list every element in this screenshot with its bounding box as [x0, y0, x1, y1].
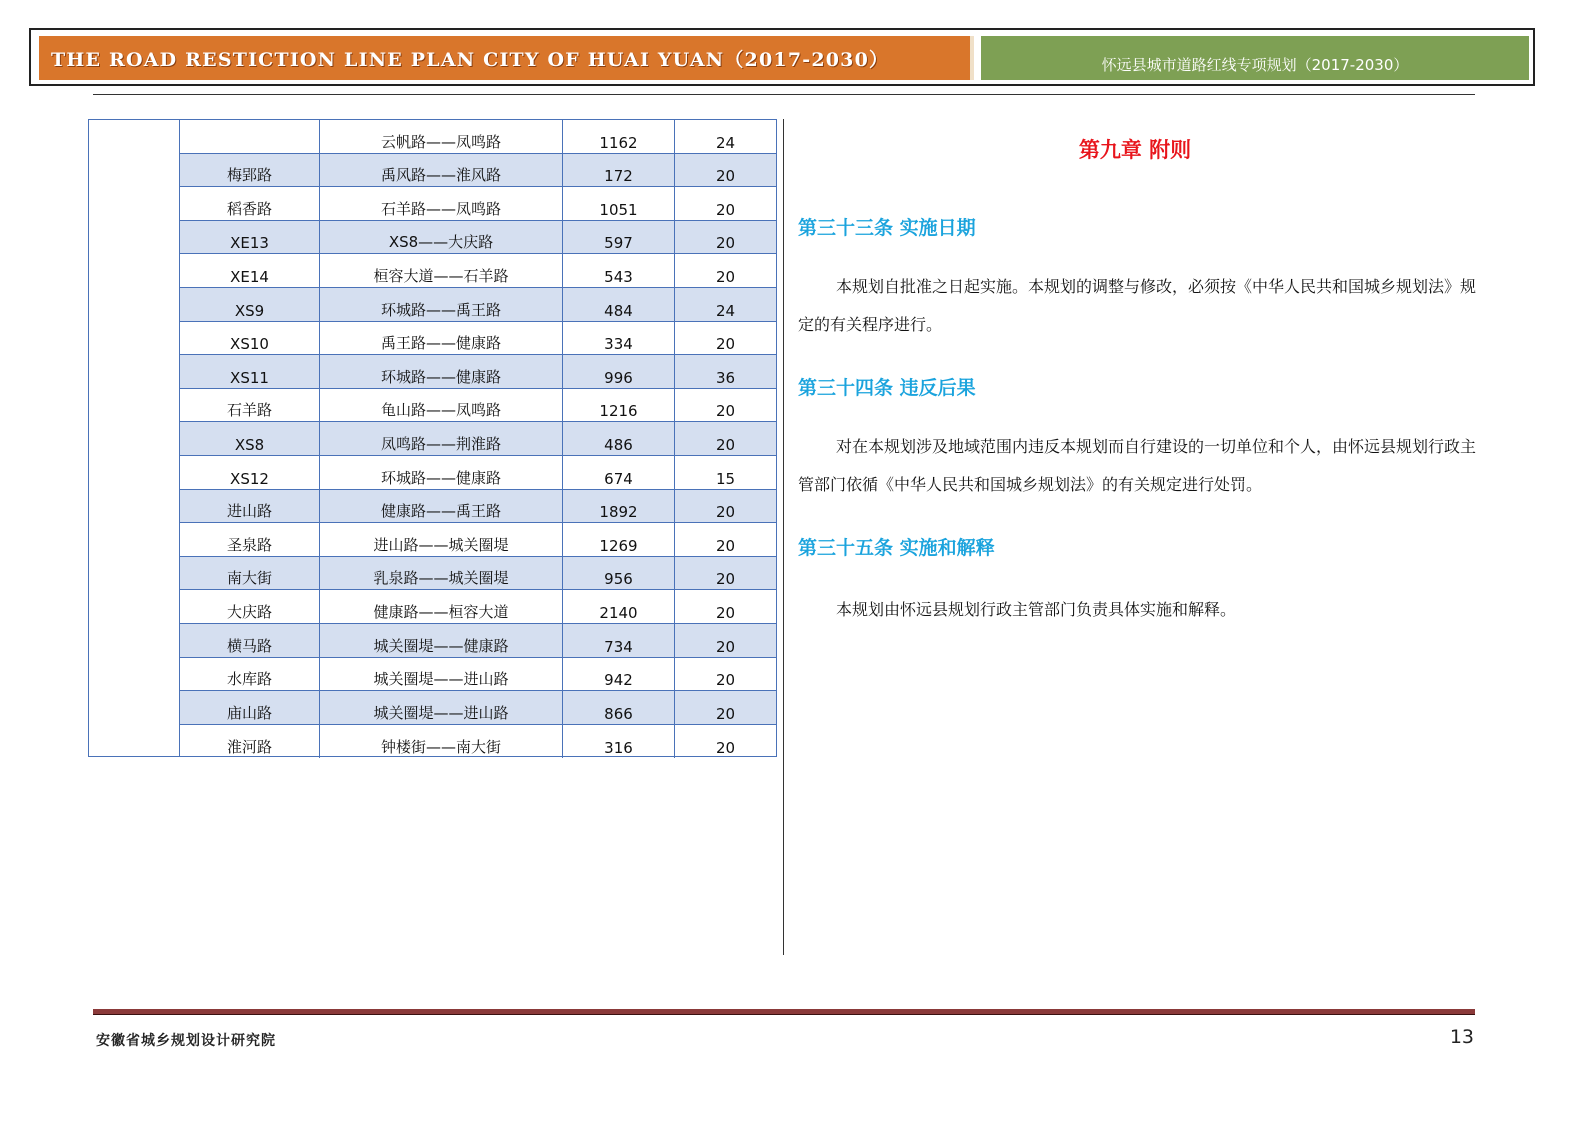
table-row: [180, 658, 776, 692]
footer-organization: 安徽省城乡规划设计研究院: [96, 1033, 276, 1049]
road-range-cell: 凤鸣路——荆淮路: [320, 422, 563, 455]
article-title-34: 第三十四条 违反后果: [798, 377, 976, 399]
road-range-cell: 龟山路——凤鸣路: [320, 389, 563, 422]
table-row: [180, 490, 776, 524]
road-range-cell: 云帆路——凤鸣路: [320, 120, 563, 153]
road-length-cell: 1162: [563, 120, 675, 153]
road-range-cell: 城关圈堤——进山路: [320, 658, 563, 691]
road-range-cell: 禹风路——淮风路: [320, 154, 563, 187]
column-divider: [783, 119, 784, 955]
road-range-cell: 环城路——禹王路: [320, 288, 563, 321]
road-width-cell: 20: [715, 704, 736, 723]
road-name-cell: 水库路: [180, 658, 320, 691]
road-range-cell: 环城路——健康路: [320, 456, 563, 489]
chapter-title: 第九章 附则: [1078, 137, 1192, 162]
road-width-cell: 15: [715, 469, 736, 488]
road-width-cell: 20: [715, 536, 736, 555]
road-length-cell: 484: [563, 288, 675, 321]
road-name-cell: 石羊路: [180, 389, 320, 422]
table-row: [180, 355, 776, 389]
table-row: [180, 389, 776, 423]
road-name-cell: 圣泉路: [180, 523, 320, 556]
road-length-cell: 1051: [563, 187, 675, 220]
road-length-cell: 2140: [563, 590, 675, 623]
road-length-cell: 942: [563, 658, 675, 691]
merged-group-cell: [89, 120, 180, 756]
article-title-35: 第三十五条 实施和解释: [798, 537, 995, 559]
road-range-cell: 进山路——城关圈堤: [320, 523, 563, 556]
road-range-cell: XS8——大庆路: [320, 221, 563, 254]
table-row: [180, 523, 776, 557]
road-width-cell: 20: [715, 335, 736, 354]
road-name-cell: 横马路: [180, 624, 320, 657]
road-name-cell: 进山路: [180, 490, 320, 523]
road-table: [88, 119, 777, 757]
road-range-cell: 禹王路——健康路: [320, 322, 563, 355]
article-body-33: 本规划自批准之日起实施。本规划的调整与修改，必须按《中华人民共和国城乡规划法》规定的有关程序进行。: [798, 277, 1477, 334]
road-width-cell: 20: [715, 739, 736, 758]
road-name-cell: 淮河路: [180, 725, 320, 759]
table-row: [180, 154, 776, 188]
road-width-cell: 20: [715, 671, 736, 690]
road-length-cell: 996: [563, 355, 675, 388]
road-range-cell: 环城路——健康路: [320, 355, 563, 388]
table-row: [180, 288, 776, 322]
road-length-cell: 1216: [563, 389, 675, 422]
road-name-cell: [180, 120, 320, 153]
footer-divider: [93, 1009, 1475, 1015]
road-width-cell: 20: [715, 637, 736, 656]
article-body-34: 对在本规划涉及地域范围内违反本规划而自行建设的一切单位和个人，由怀远县规划行政主管部门依循《中华人民共和国城乡规划法》的有关规定进行处罚。: [798, 437, 1477, 494]
road-length-cell: 674: [563, 456, 675, 489]
header-title-en-banner: [39, 36, 974, 80]
road-length-cell: 866: [563, 691, 675, 724]
table-row: [180, 557, 776, 591]
road-range-cell: 石羊路——凤鸣路: [320, 187, 563, 220]
article-body-35: 本规划由怀远县规划行政主管部门负责具体实施和解释。: [836, 600, 1237, 619]
table-row: [180, 187, 776, 221]
road-name-cell: XE13: [180, 221, 320, 254]
road-width-cell: 24: [715, 133, 736, 152]
road-name-cell: 南大街: [180, 557, 320, 590]
table-row: [180, 691, 776, 725]
table-row: [180, 590, 776, 624]
table-row: [180, 322, 776, 356]
header-title-en: THE ROAD RESTICTION LINE PLAN CITY OF HUAI YUAN（2017-2030）: [51, 48, 890, 71]
road-length-cell: 1269: [563, 523, 675, 556]
road-length-cell: 956: [563, 557, 675, 590]
road-name-cell: 稻香路: [180, 187, 320, 220]
road-width-cell: 20: [715, 435, 736, 454]
road-range-cell: 健康路——禹王路: [320, 490, 563, 523]
road-width-cell: 24: [715, 301, 736, 320]
road-name-cell: 大庆路: [180, 590, 320, 623]
road-range-cell: 城关圈堤——进山路: [320, 691, 563, 724]
road-width-cell: 20: [715, 503, 736, 522]
road-width-cell: 20: [715, 267, 736, 286]
road-length-cell: 597: [563, 221, 675, 254]
road-range-cell: 城关圈堤——健康路: [320, 624, 563, 657]
road-name-cell: XS11: [180, 355, 320, 388]
road-length-cell: 316: [563, 725, 675, 759]
table-row: [180, 221, 776, 255]
road-width-cell: 20: [715, 200, 736, 219]
road-name-cell: XS12: [180, 456, 320, 489]
road-width-cell: 20: [715, 603, 736, 622]
table-row: [180, 254, 776, 288]
header-divider: [93, 94, 1475, 95]
road-name-cell: XE14: [180, 254, 320, 287]
road-name-cell: 庙山路: [180, 691, 320, 724]
road-length-cell: 172: [563, 154, 675, 187]
road-width-cell: 20: [715, 234, 736, 253]
road-name-cell: XS9: [180, 288, 320, 321]
table-row: [180, 725, 776, 759]
road-range-cell: 桓容大道——石羊路: [320, 254, 563, 287]
page-header: [29, 28, 1535, 86]
header-title-cn-banner: [981, 36, 1529, 80]
road-range-cell: 乳泉路——城关圈堤: [320, 557, 563, 590]
road-length-cell: 543: [563, 254, 675, 287]
road-range-cell: 健康路——桓容大道: [320, 590, 563, 623]
road-length-cell: 486: [563, 422, 675, 455]
road-length-cell: 1892: [563, 490, 675, 523]
table-row: [180, 422, 776, 456]
table-row: [180, 120, 776, 154]
table-row: [180, 624, 776, 658]
page-number: 13: [1449, 1026, 1474, 1048]
road-width-cell: 20: [715, 402, 736, 421]
road-width-cell: 20: [715, 570, 736, 589]
table-row: [180, 456, 776, 490]
article-title-33: 第三十三条 实施日期: [798, 217, 976, 239]
road-width-cell: 20: [715, 167, 736, 186]
header-title-cn: 怀远县城市道路红线专项规划（2017-2030）: [1101, 55, 1409, 74]
road-range-cell: 钟楼街——南大街: [320, 725, 563, 759]
road-name-cell: XS10: [180, 322, 320, 355]
road-name-cell: XS8: [180, 422, 320, 455]
road-length-cell: 734: [563, 624, 675, 657]
road-width-cell: 36: [715, 368, 736, 387]
road-length-cell: 334: [563, 322, 675, 355]
road-name-cell: 梅郢路: [180, 154, 320, 187]
